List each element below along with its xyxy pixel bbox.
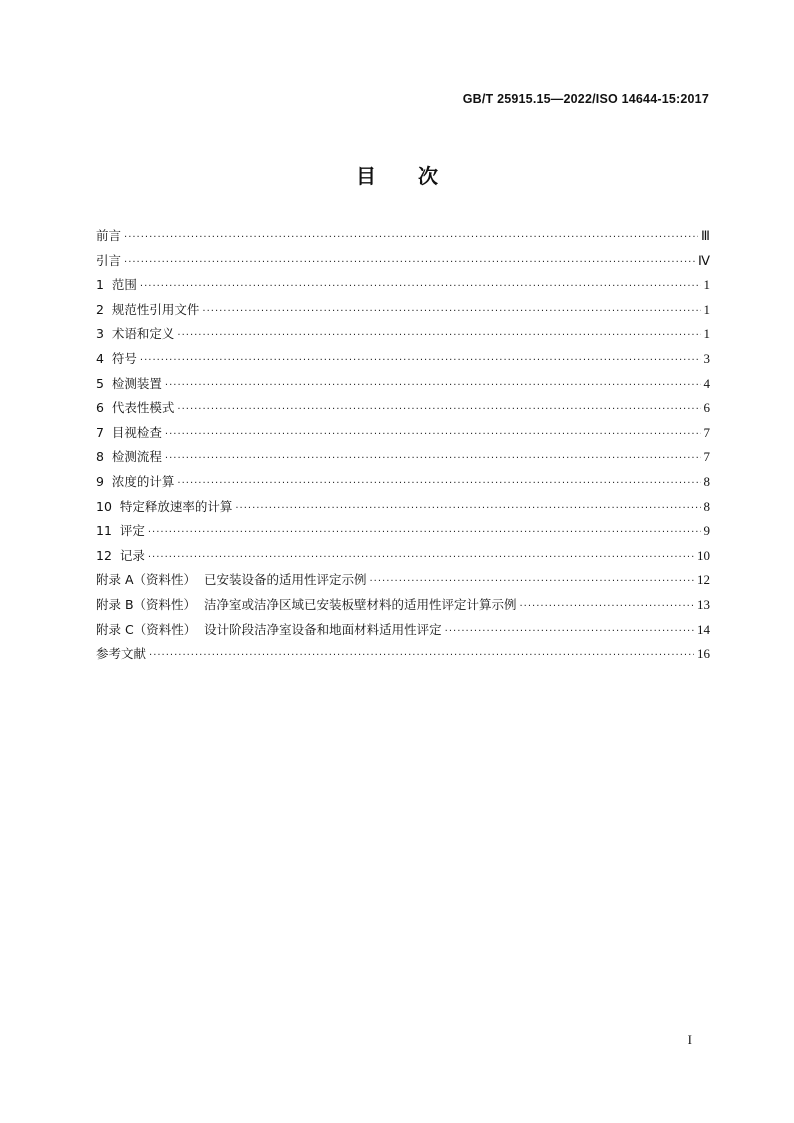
title-char-1: 目 (356, 164, 376, 188)
dot-leader (369, 576, 694, 587)
toc-entry-annex-c[interactable] (96, 620, 710, 645)
dot-leader (148, 552, 694, 563)
toc-entry-7[interactable] (96, 423, 710, 448)
toc-entry-label: 引言 (96, 252, 122, 268)
toc-entry-page: 8 (703, 498, 710, 514)
toc-entry-page: 1 (703, 277, 710, 293)
toc-entry-5[interactable] (96, 374, 710, 399)
toc-entry-label: 3 术语和定义 (96, 326, 175, 342)
toc-entry-6[interactable] (96, 398, 710, 423)
toc-entry-page: 1 (703, 301, 710, 317)
toc-entry-label: 5 检测装置 (96, 375, 162, 391)
title-char-2: 次 (418, 164, 438, 188)
toc-entry-label: 8 检测流程 (96, 449, 162, 465)
toc-entry-label: 4 符号 (96, 350, 137, 366)
dot-leader (148, 527, 701, 538)
dot-leader (165, 453, 701, 464)
toc-entry-page: 13 (697, 596, 710, 612)
toc-entry-page: 8 (703, 473, 710, 489)
dot-leader (445, 626, 694, 637)
dot-leader (520, 601, 695, 612)
dot-leader (149, 650, 694, 661)
dot-leader (140, 355, 701, 366)
dot-leader (202, 306, 700, 317)
toc-entry-label: 附录 B（资料性） 洁净室或洁净区域已安装板壁材料的适用性评定计算示例 (96, 596, 517, 612)
toc-entry-label: 10 特定释放速率的计算 (96, 498, 233, 514)
toc-entry-page: 7 (703, 424, 710, 440)
toc-entry-label: 12 记录 (96, 547, 145, 563)
toc-entry-page: 4 (703, 375, 710, 391)
toc-entry-label: 6 代表性模式 (96, 400, 175, 416)
toc-entry-foreword[interactable] (96, 226, 710, 251)
toc-entry-label: 2 规范性引用文件 (96, 301, 200, 317)
dot-leader (140, 281, 701, 292)
toc-entry-label: 1 范围 (96, 277, 137, 293)
toc-entry-page: 1 (703, 326, 710, 342)
toc-entry-2[interactable] (96, 300, 710, 325)
dot-leader (235, 503, 700, 514)
toc-entry-bibliography[interactable] (96, 644, 710, 669)
page-number: I (687, 1032, 692, 1047)
toc-entry-page: 16 (697, 646, 710, 662)
toc-entry-label: 9 浓度的计算 (96, 473, 175, 489)
toc-entry-label: 7 目视检查 (96, 424, 162, 440)
toc-entry-label: 参考文献 (96, 646, 147, 662)
toc-entry-label: 11 评定 (96, 523, 145, 539)
toc-entry-label: 附录 C（资料性） 设计阶段洁净室设备和地面材料适用性评定 (96, 621, 442, 637)
dot-leader (177, 330, 700, 341)
toc-entry-8[interactable] (96, 447, 710, 472)
dot-leader (124, 257, 695, 268)
toc-entry-label: 前言 (96, 228, 122, 243)
dot-leader (124, 232, 698, 243)
dot-leader (165, 380, 701, 391)
toc-entry-page: 3 (703, 350, 710, 366)
page-title (0, 160, 794, 189)
dot-leader (177, 478, 700, 489)
toc-entry-11[interactable] (96, 521, 710, 546)
toc-entry-10[interactable] (96, 497, 710, 522)
toc-entry-label: 附录 A（资料性） 已安装设备的适用性评定示例 (96, 572, 367, 588)
toc-entry-page: 7 (703, 449, 710, 465)
toc-entry-4[interactable] (96, 349, 710, 374)
toc-entry-annex-b[interactable] (96, 595, 710, 620)
dot-leader (177, 404, 700, 415)
toc-entry-page: 12 (697, 572, 710, 588)
toc-entry-page: Ⅲ (701, 228, 710, 243)
toc-entry-12[interactable] (96, 546, 710, 571)
toc-entry-page: 6 (703, 400, 710, 416)
toc-entry-page: Ⅳ (698, 252, 710, 268)
toc-entry-page: 9 (703, 523, 710, 539)
toc-entry-introduction[interactable] (96, 251, 710, 276)
dot-leader (165, 429, 701, 440)
toc-entry-page: 10 (697, 547, 710, 563)
toc-entry-page: 14 (697, 621, 710, 637)
table-of-contents (96, 226, 710, 669)
toc-entry-annex-a[interactable] (96, 570, 710, 595)
toc-entry-3[interactable] (96, 324, 710, 349)
standard-code: GB/T 25915.15—2022/ISO 14644-15:2017 (462, 92, 709, 106)
toc-entry-9[interactable] (96, 472, 710, 497)
toc-entry-1[interactable] (96, 275, 710, 300)
